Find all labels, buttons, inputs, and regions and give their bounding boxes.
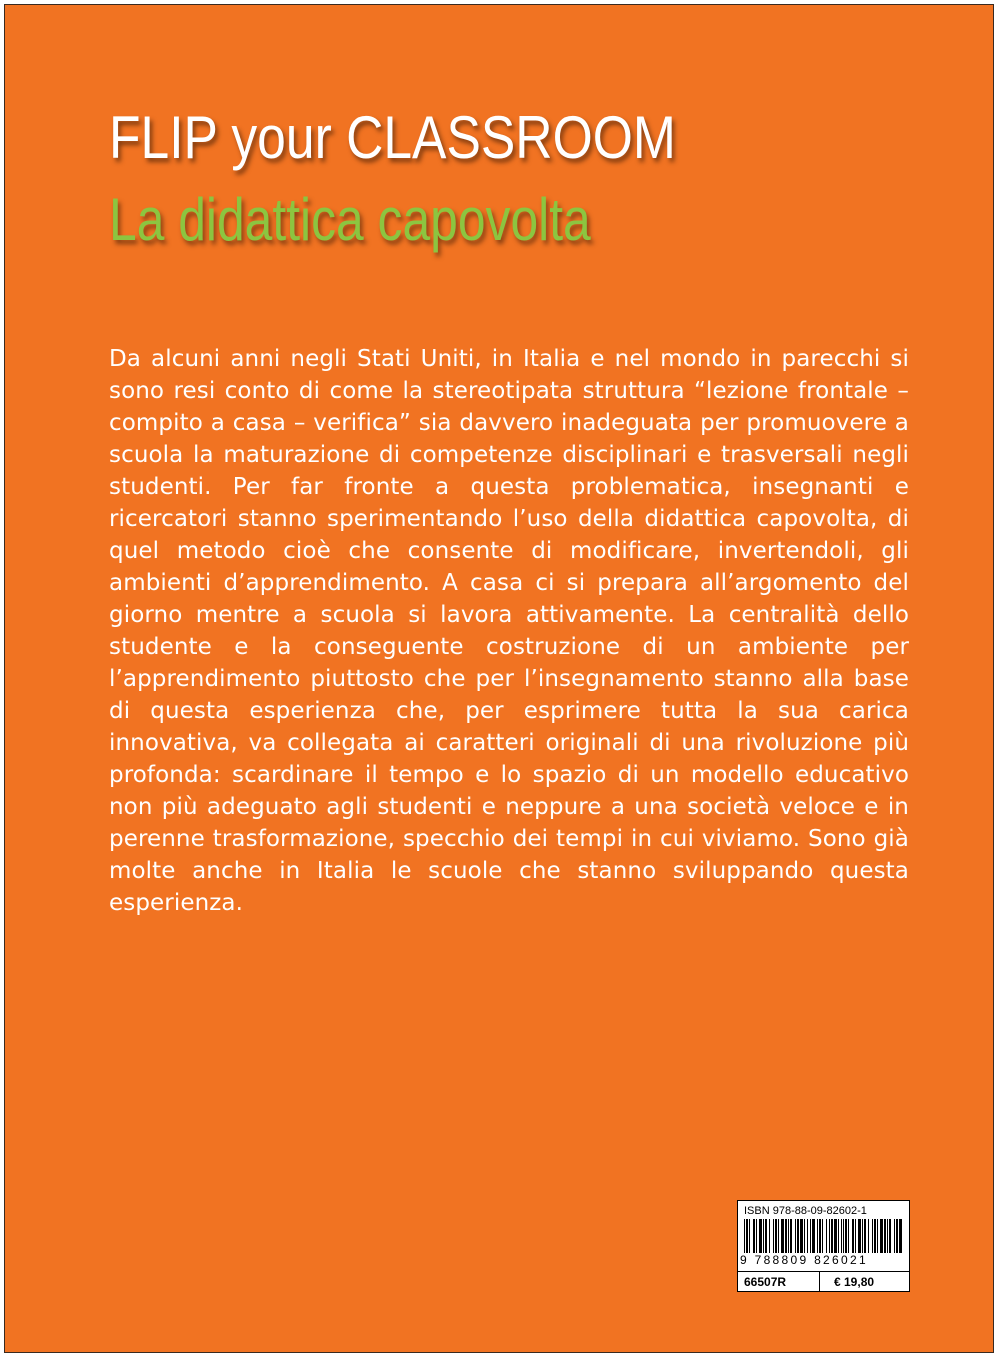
isbn-label: ISBN 978-88-09-82602-1 — [744, 1205, 867, 1217]
barcode-digits: 9 788809 826021 — [740, 1253, 907, 1267]
product-code: 66507R — [738, 1272, 820, 1292]
title-block — [109, 105, 809, 253]
price-label: € 19,80 — [834, 1275, 875, 1289]
code-price-row — [738, 1271, 909, 1292]
blurb-text: Da alcuni anni negli Stati Uniti, in Italia e nel mondo in parecchi si sono resi conto di come la stereotipata struttura “lezione frontale – compito a casa – verifica” sia davvero inadeguata per promuovere a scuola la maturazione di competenze disciplinari e trasversali negli studenti. Per far fronte a questa problematica, insegnanti e ricercatori stanno sperimentando l’uso della didattica capovolta, di quel metodo cioè che consente di modificare, invertendoli, gli ambienti d’apprendimento. A casa ci si prepara all’argomento del giorno mentre a scuola si lavora attivamente. La centralità dello studente e la conseguente costruzione di un ambiente per l’apprendimento piuttosto che per l’insegnamento stanno alla base di questa esperienza che, per esprimere tutta la sua carica innovativa, va collegata ai caratteri originali di una rivoluzione più profonda: scardinare il tempo e lo spazio di un modello educativo non più adeguato agli studenti e neppure a una società veloce e in perenne trasformazione, specchio dei tempi in cui viviamo. Sono già molte anche in Italia le scuole che stanno sviluppando questa esperienza. — [109, 346, 909, 916]
book-subtitle: La didattica capovolta — [109, 186, 591, 253]
book-title: FLIP your CLASSROOM — [109, 104, 676, 171]
back-cover — [4, 4, 994, 1353]
barcode-box — [737, 1200, 910, 1292]
